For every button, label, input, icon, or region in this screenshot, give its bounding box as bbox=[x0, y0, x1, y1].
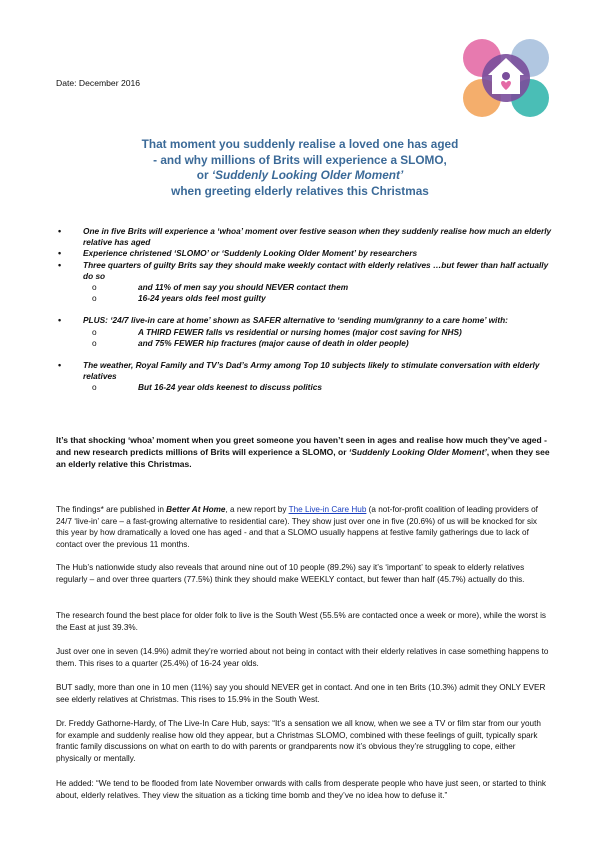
sub-bullet-5-1: o But 16-24 year olds keenest to discuss politics bbox=[56, 382, 556, 393]
report-title: Better At Home bbox=[166, 505, 226, 514]
paragraph-findings bbox=[56, 504, 552, 551]
p1-text-a: The findings* are published in bbox=[56, 505, 167, 514]
intro-paragraph bbox=[56, 434, 552, 470]
paragraph-never-contact: BUT sadly, more than one in 10 men (11%) say you should NEVER get in contact. And one in ten Brits (10.3%) admit they ONLY EVER see elderly relatives at Christmas. This rises to 15.9% in the South West. bbox=[56, 683, 546, 704]
sub-bullet-3-2: o 16-24 years olds feel most guilty bbox=[56, 293, 556, 304]
headline-line-3 bbox=[80, 168, 520, 184]
sub-bullet-4-2: o and 75% FEWER hip fractures (major cause of death in older people) bbox=[56, 338, 556, 349]
intro-pre: It’s that shocking ‘whoa’ moment when you greet someone you haven’t seen in ages and realise how much they’ve aged - and new research predicts millions of Brits will experience a SLOMO, or bbox=[56, 435, 547, 457]
headline-line-4: when greeting elderly relatives this Christmas bbox=[171, 183, 429, 198]
bullet-3: • Three quarters of guilty Brits say they should make weekly contact with elderly relatives …but fewer than half actually do so bbox=[56, 260, 556, 282]
p1-text-b: , a new report by bbox=[225, 505, 289, 514]
headline-line-3-italic: ‘Suddenly Looking Older Moment’ bbox=[211, 168, 404, 183]
date-line: Date: December 2016 bbox=[56, 78, 141, 88]
paragraph-quote: Dr. Freddy Gathorne-Hardy, of The Live-In Care Hub, says: “It’s a sensation we all know, when we see a TV or film star from our youth for example and suddenly realise how old they appear, but a Christmas SLOMO, combined with these feelings of guilt, typically spark frantic family discussions on what on earth to do with parents or grandparents now it’s obvious they’re struggling to cope, either physically or mentally. bbox=[56, 719, 541, 764]
sub-bullet-3-1: o and 11% of men say you should NEVER contact them bbox=[56, 282, 556, 293]
intro-italic: ‘Suddenly Looking Older Moment’ bbox=[348, 447, 487, 457]
headline-line-2: - and why millions of Brits will experience a SLOMO, bbox=[153, 152, 447, 167]
paragraph-south-west: The research found the best place for older folk to live is the South West (55.5% are contacted once a week or more), while the worst is the East at just 39.3%. bbox=[56, 611, 546, 632]
intro-post: , when they see an elderly relative this Christmas. bbox=[56, 447, 550, 469]
bullet-4: • PLUS: ‘24/7 live-in care at home’ shown as SAFER alternative to ‘sending mum/granny to a care home’ with: bbox=[56, 315, 556, 326]
headline-line-3-pre: or bbox=[196, 168, 212, 183]
house-heart-logo bbox=[460, 36, 552, 120]
sub-bullet-4-1: o A THIRD FEWER falls vs residential or nursing homes (major cost saving for NHS) bbox=[56, 327, 556, 338]
p1-text-c: (a not-for-profit coalition of leading providers of 24/7 ‘live-in’ care – a fast-growing alternative to residential care). They show just over one in five (20.6%) of us will be knocked for six this year by how dramatically a loved one has aged - and that a SLOMO usually happens at festive family gatherings due to lack of contact over the previous 11 months. bbox=[56, 505, 538, 550]
bullet-5: • The weather, Royal Family and TV’s Dad’s Army among Top 10 subjects likely to stimulate conversation with elderly relatives bbox=[56, 360, 556, 382]
bullet-2: • Experience christened ‘SLOMO’ or ‘Suddenly Looking Older Moment’ by researchers bbox=[56, 248, 556, 259]
headline-line-1: That moment you suddenly realise a loved one has aged bbox=[141, 137, 459, 151]
summary-bullets bbox=[56, 226, 556, 394]
paragraph-worried: Just over one in seven (14.9%) admit they’re worried about not being in contact with their elderly relatives in case something happens to them. This rises to a quarter (25.4%) of 16-24 year olds. bbox=[56, 647, 549, 668]
paragraph-added: He added: “We tend to be flooded from late November onwards with calls from desperate people who have just seen, or started to think about, elderly relatives. They view the situation as a ticking time bomb and they’ve no idea how to defuse it.” bbox=[56, 779, 547, 800]
bullet-1: • One in five Brits will experience a ‘whoa’ moment over festive season when they suddenly realise how much an elderly relative has aged bbox=[56, 226, 556, 248]
headline bbox=[80, 137, 520, 199]
paragraph-study: The Hub’s nationwide study also reveals that around nine out of 10 people (89.2%) say it’s ‘important’ to speak to elderly relatives regularly – and over three quarters (77.5%) think they should make WEEKLY contact, but fewer than half (45.7%) actually do this. bbox=[56, 563, 525, 584]
live-in-care-hub-link[interactable]: The Live-in Care Hub bbox=[288, 505, 367, 514]
